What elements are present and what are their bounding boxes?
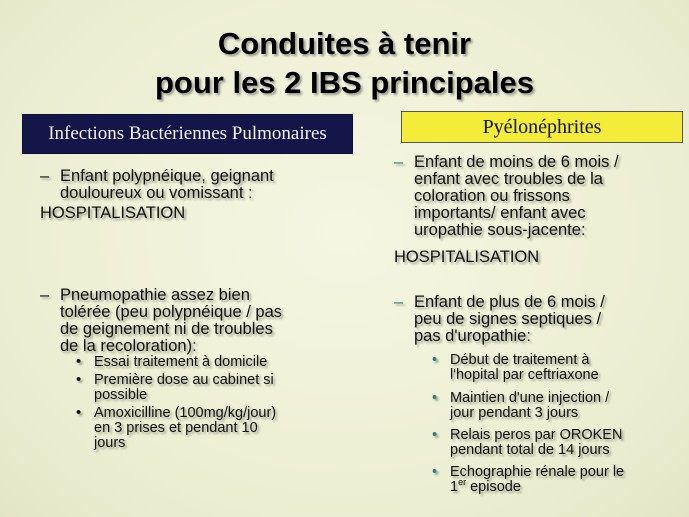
right-bullet1-line4: importants/ enfant avec (414, 204, 586, 222)
left-bullet-pneumopathie (40, 287, 350, 355)
right-sub4-line1: Echographie rénale pour le (450, 464, 625, 480)
ordinal-number: 1 (450, 479, 459, 495)
right-subitem-echographie (432, 465, 682, 495)
right-bullet2-line1: Enfant de plus de 6 mois / (414, 293, 605, 311)
right-bullet1-line5: uropathie sous-jacente: (414, 221, 586, 239)
bullet-dot: • (432, 352, 438, 368)
right-column-header: Pyélonéphrites (401, 111, 683, 143)
right-bullet-plus-6-mois (394, 294, 684, 345)
right-bullet1-line1: Enfant de moins de 6 mois / (414, 153, 619, 171)
right-sub1-line1: Début de traitement à (450, 352, 590, 368)
right-sub3-line2: pendant total de 14 jours (450, 442, 610, 458)
left-bullet2-line3: de geignement ni de troubles (60, 320, 273, 338)
left-outcome-hospitalisation: HOSPITALISATION (40, 204, 186, 222)
bullet-dot: • (432, 390, 438, 406)
left-bullet2-line1: Pneumopathie assez bien (60, 286, 250, 304)
right-subitem-maintien-injection (432, 391, 682, 421)
bullet-dot: • (432, 464, 438, 480)
right-sub1-line2: l'hopital par ceftriaxone (450, 367, 599, 383)
ordinal-suffix: er (458, 477, 467, 488)
right-sub2-line1: Maintien d'une injection / (450, 390, 610, 406)
right-outcome-hospitalisation: HOSPITALISATION (394, 248, 540, 266)
left-sub3-line1: Amoxicilline (100mg/kg/jour) (94, 405, 277, 421)
bullet-dot: • (76, 372, 82, 388)
left-subitem-domicile (76, 355, 356, 370)
left-sub1-line1: Essai traitement à domicile (94, 354, 268, 370)
left-column-header: Infections Bactériennes Pulmonaires (22, 114, 353, 154)
right-sub2-line2: jour pendant 3 jours (450, 405, 579, 421)
right-sub3-line1: Relais peros par OROKEN (450, 427, 623, 443)
bullet-dot: • (432, 427, 438, 443)
left-subitem-amoxicilline (76, 406, 356, 451)
left-bullet-severe (40, 168, 350, 202)
left-bullet2-line2: tolérée (peu polypnéique / pas (60, 303, 282, 321)
right-subitem-relais-peros (432, 428, 682, 458)
slide-title-line1: Conduites à tenir (217, 26, 472, 61)
bullet-dot: • (76, 405, 82, 421)
dash-marker: – (394, 293, 404, 311)
left-sub2-line2: possible (94, 387, 148, 403)
right-bullet-moins-6-mois (394, 154, 684, 239)
right-sub4-line2 (450, 479, 521, 495)
left-sub3-line2: en 3 prises et pendant 10 (94, 420, 258, 436)
right-bullet1-line3: coloration ou frissons (414, 187, 570, 205)
right-bullet2-line3: pas d'uropathie: (414, 327, 531, 345)
right-subitem-debut-traitement (432, 353, 682, 383)
right-sub4-line2-text: episode (466, 479, 521, 495)
dash-marker: – (40, 167, 50, 185)
left-sub2-line1: Première dose au cabinet si (94, 372, 274, 388)
left-sub3-line3: jours (94, 435, 126, 451)
right-bullet2-line2: peu de signes septiques / (414, 310, 602, 328)
right-bullet1-line2: enfant avec troubles de la (414, 170, 603, 188)
dash-marker: – (394, 153, 404, 171)
left-bullet1-line2: douloureux ou vomissant : (60, 184, 253, 202)
left-subitem-premiere-dose (76, 373, 356, 403)
slide-title-line2: pour les 2 IBS principales (154, 65, 534, 100)
left-bullet1-line1: Enfant polypnéique, geignant (60, 167, 274, 185)
dash-marker: – (40, 286, 50, 304)
left-bullet2-line4: de la recoloration): (60, 337, 197, 355)
bullet-dot: • (76, 354, 82, 370)
